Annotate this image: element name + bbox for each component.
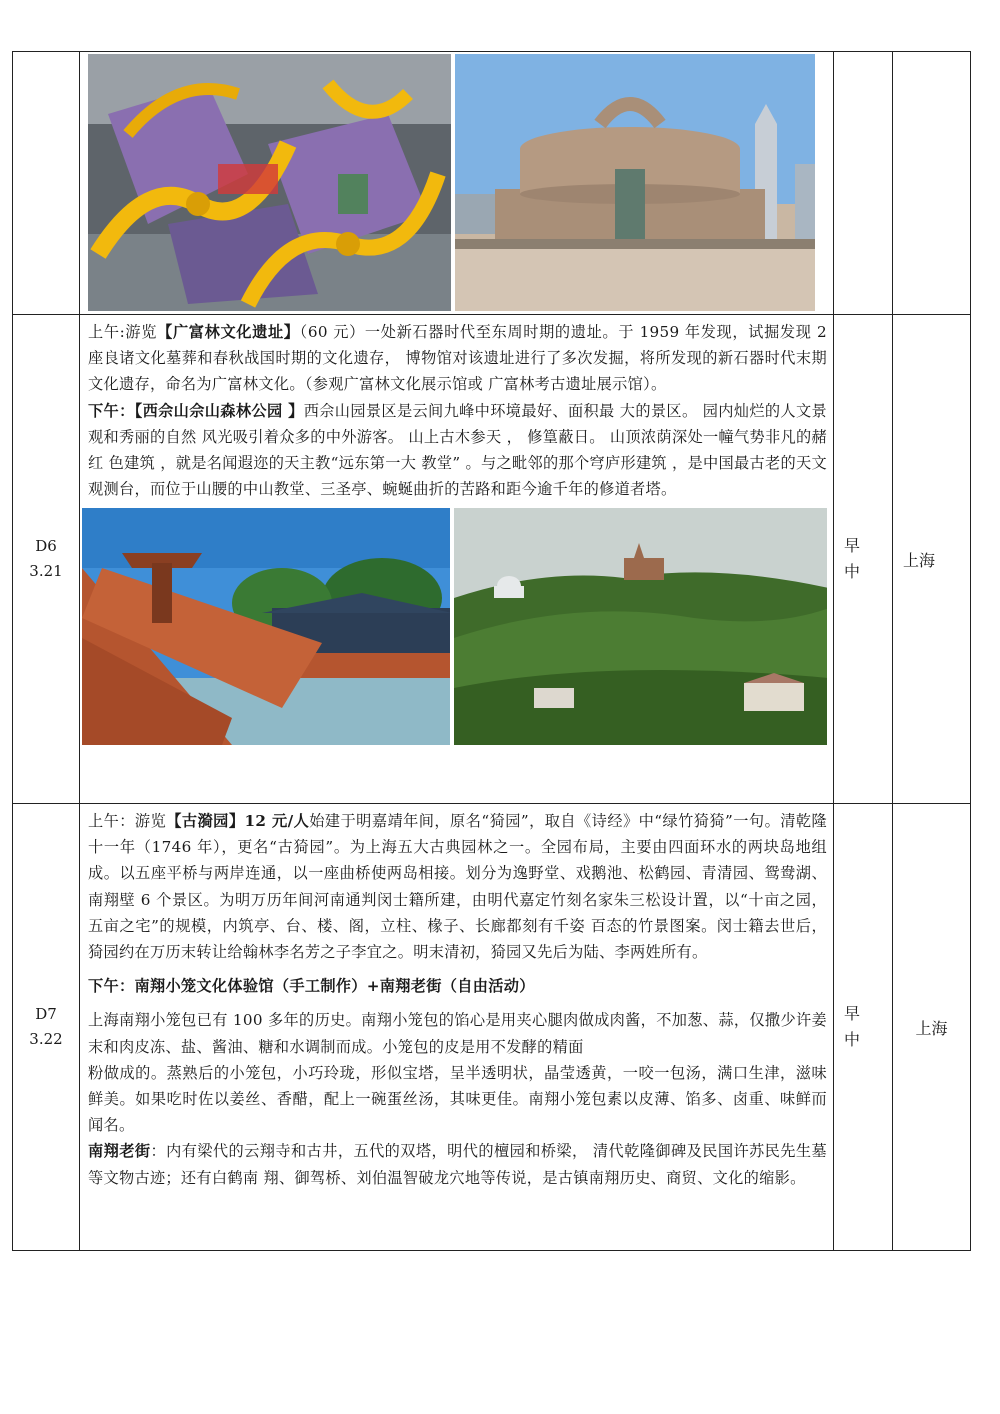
meal-breakfast: 早 (844, 536, 861, 555)
day-cell-d6 (13, 315, 80, 804)
sheshan-forest-aerial-photo (454, 508, 827, 745)
photo-strip (82, 508, 827, 745)
content-cell-d6 (80, 315, 834, 804)
shanghai-museum-photo (455, 54, 815, 311)
xiaolong-paragraph-cont (88, 1060, 827, 1139)
afternoon-paragraph (88, 398, 827, 503)
day-label: D6 (35, 537, 57, 555)
meal-cell-empty (834, 52, 893, 315)
day-date: 3.22 (29, 1030, 63, 1048)
morning-paragraph (88, 319, 827, 398)
morning-text: （60 元）一处新石器时代至东周时期的遗址。于 1959 年发现，试掘发现 2 座良诸文化墓葬和春秋战国时期的文化遗存， 博物馆对该遗址进行了多次发掘，将所发现的新石器时代末期文化遗存，命名为广富林文化。（参观广富林文化展示馆或 广富林考古遗址展示馆）。 (88, 323, 828, 394)
afternoon-prefix: 下午： (88, 977, 135, 996)
hotel-city: 上海 (903, 550, 936, 570)
table-row-d6 (13, 315, 971, 804)
table-row-d7 (13, 804, 971, 1251)
day-label: D7 (35, 1005, 57, 1023)
attraction-name: 【古漪园】12 元/人 (166, 812, 310, 830)
content-cell-d7 (80, 804, 834, 1251)
meal-lunch: 中 (844, 562, 861, 581)
meal-cell-d6 (834, 315, 893, 804)
attraction-name: 【西佘山佘山森林公园 】 (134, 401, 304, 420)
content-cell-photos (80, 52, 834, 315)
meal-cell-d7 (834, 804, 893, 1251)
attraction-name: 南翔老街 (88, 1142, 151, 1161)
day-cell-d7 (13, 804, 80, 1251)
hotel-cell-empty (893, 52, 971, 315)
photo-strip (88, 54, 833, 311)
old-street-paragraph (88, 1138, 827, 1190)
morning-prefix: 上午:游览 (88, 323, 158, 341)
afternoon-prefix: 下午： (88, 401, 135, 420)
attraction-name: 【广富林文化遗址】 (157, 323, 300, 341)
morning-prefix: 上午：游览 (88, 812, 167, 830)
day-cell-empty (13, 52, 80, 315)
old-street-text: ：内有梁代的云翔寺和古井，五代的双塔，明代的檀园和桥梁， 清代乾隆御碑及民国许苏民先生墓等文物古迹；还有白鹤南 翔、御驾桥、刘伯温智破龙穴地等传说，是古镇南翔历史、商贸、文化的缩影。 (88, 1142, 828, 1187)
meal-breakfast: 早 (844, 1004, 861, 1023)
xiaolong-paragraph (88, 1007, 827, 1059)
afternoon-text: 西佘山园景区是云间九峰中环境最好、面积最 大的景区。 园内灿烂的人文景观和秀丽的自然 风光吸引着众多的中外游客。 山上古木参天 ， 修篁蔽日。 山顶浓荫深处一幢气势非凡的赭红 色建筑 ，就是名闻遐迩的天主教“远东第一大 教堂” 。与之毗邻的那个穹庐形建筑 ，是中国最古老的天文观测台，而位于山腰的中山教堂、三圣亭、蜿蜒曲折的苦路和距今逾千年的修道者塔。 (88, 401, 827, 499)
guangfulin-site-photo (82, 508, 450, 745)
attraction-name: 南翔小笼文化体验馆（手工制作）+南翔老街（自由活动） (134, 977, 535, 996)
meal-lunch: 中 (844, 1030, 861, 1049)
hotel-cell-d7 (893, 804, 971, 1251)
afternoon-paragraph (88, 973, 827, 999)
robotic-assembly-line-photo (88, 54, 451, 311)
morning-paragraph (88, 808, 827, 965)
table-row-photos (13, 52, 971, 315)
hotel-cell-d6 (893, 315, 971, 804)
xiaolong-text-line1: 上海南翔小笼包已有 100 多年的历史。南翔小笼包的馅心是用夹心腿肉做成肉酱，不加葱、蒜，仅撒少许姜末和肉皮冻、盐、酱油、糖和水调制而成。小笼包的皮是用不发酵的精面 (88, 1011, 827, 1056)
itinerary-table (12, 51, 971, 1251)
xiaolong-text-line2: 粉做成的。蒸熟后的小笼包，小巧玲珑，形似宝塔，呈半透明状，晶莹透黄，一咬一包汤，满口生津，滋味鲜美。如果吃时佐以姜丝、香醋，配上一碗蛋丝汤，其味更佳。南翔小笼包素以皮薄、馅多、卤重、味鲜而闻名。 (88, 1063, 827, 1135)
hotel-city: 上海 (915, 1018, 948, 1038)
morning-text: 始建于明嘉靖年间，原名“猗园”，取自《诗经》中“绿竹猗猗”一句。清乾隆十一年（1746 年），更名“古猗园”。为上海五大古典园林之一。全园布局，主要由四面环水的两块岛地组成。以五座平桥与两岸连通，以一座曲桥使两岛相接。划分为逸野堂、戏鹅池、松鹤园、青清园、鸳鸯湖、南翔壁 6 个景区。为明万历年间河南通判闵士籍所建，由明代嘉定竹刻名家朱三松设计置，以“十亩之园，五亩之宅”的规模，内筑亭、台、楼、阁，立柱、椽子、长廊都刻有千姿 百态的竹景图案。闵士籍去世后，猗园约在万历末转让给翰林李名芳之子李宜之。明末清初，猗园又先后为陆、李两姓所有。 (88, 812, 827, 962)
day-date: 3.21 (29, 562, 63, 580)
